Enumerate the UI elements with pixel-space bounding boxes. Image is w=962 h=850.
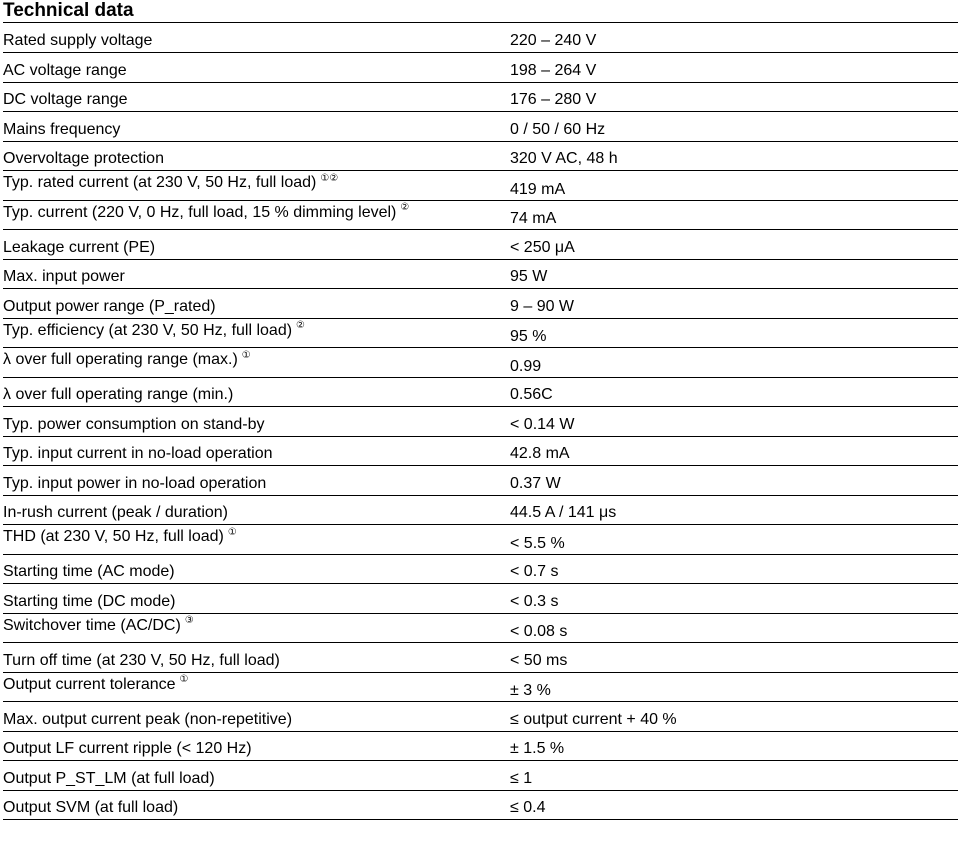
parameter-cell [3,171,510,201]
value-cell: 0.99 [510,348,958,378]
table-row [3,171,958,201]
footnote-marker: ② [400,202,410,214]
table-row [3,613,958,643]
parameter-label: Output SVM (at full load) [3,799,179,816]
value-cell: 0.37 W [510,466,958,496]
value-cell: < 0.3 s [510,584,958,614]
table-row [3,112,958,142]
table-row [3,672,958,702]
parameter-cell [3,407,510,437]
parameter-label: Typ. power consumption on stand-by [3,415,265,433]
parameter-cell [3,731,510,761]
table-row [3,495,958,525]
parameter-label: Leakage current (PE) [3,238,156,256]
value-cell: 0 / 50 / 60 Hz [510,112,958,142]
value-cell: 95 % [510,318,958,348]
value-cell: ≤ output current + 40 % [510,702,958,732]
parameter-label: Overvoltage protection [3,150,164,167]
parameter-cell [3,259,510,289]
parameter-label: DC voltage range [3,91,128,108]
footnote-marker: ① [241,349,251,361]
section-title: Technical data [3,0,134,21]
parameter-cell [3,790,510,820]
technical-data-table [3,23,958,820]
parameter-label: Max. input power [3,268,125,285]
table-row [3,318,958,348]
table-row [3,348,958,378]
parameter-label: Typ. efficiency (at 230 V, 50 Hz, full load) [3,321,293,339]
table-row [3,731,958,761]
parameter-label: AC voltage range [3,61,127,79]
parameter-cell [3,643,510,673]
value-cell: < 0.08 s [510,613,958,643]
value-cell: 9 – 90 W [510,289,958,319]
parameter-label: Output power range (P_rated) [3,297,216,315]
parameter-label: Output current tolerance [3,675,176,693]
table-row [3,230,958,260]
table-row [3,525,958,555]
footnote-marker: ② [296,320,306,332]
parameter-cell [3,230,510,260]
parameter-label: Typ. rated current (at 230 V, 50 Hz, full load) [3,174,317,191]
value-cell: < 5.5 % [510,525,958,555]
parameter-cell [3,53,510,83]
table-row [3,141,958,171]
parameter-label: Typ. input current in no-load operation [3,445,273,462]
value-cell: 176 – 280 V [510,82,958,112]
table-row [3,702,958,732]
parameter-cell [3,495,510,525]
parameter-cell [3,289,510,319]
table-row [3,259,958,289]
parameter-cell [3,761,510,791]
value-cell: < 0.14 W [510,407,958,437]
footnote-marker: ① [179,674,189,686]
table-row [3,436,958,466]
parameter-label: Starting time (DC mode) [3,592,176,610]
parameter-label: In-rush current (peak / duration) [3,504,228,521]
value-cell: < 0.7 s [510,554,958,584]
parameter-label: λ over full operating range (max.) [3,351,238,368]
table-row [3,377,958,407]
parameter-cell [3,466,510,496]
table-row [3,82,958,112]
value-cell: 419 mA [510,171,958,201]
parameter-cell [3,141,510,171]
footnote-marker: ①② [320,172,339,184]
parameter-label: Mains frequency [3,120,121,138]
parameter-cell [3,436,510,466]
value-cell: < 50 ms [510,643,958,673]
value-cell: ≤ 1 [510,761,958,791]
parameter-cell [3,554,510,584]
table-row [3,790,958,820]
parameter-label: Typ. input power in no-load operation [3,474,267,492]
parameter-label: Rated supply voltage [3,32,153,49]
value-cell: ± 3 % [510,672,958,702]
parameter-cell [3,82,510,112]
table-row [3,584,958,614]
table-row [3,407,958,437]
table-row [3,643,958,673]
table-row [3,761,958,791]
parameter-cell [3,584,510,614]
parameter-label: Turn off time (at 230 V, 50 Hz, full load) [3,651,280,669]
table-row [3,200,958,230]
parameter-label: THD (at 230 V, 50 Hz, full load) [3,528,224,545]
value-cell: 42.8 mA [510,436,958,466]
value-cell: 44.5 A / 141 μs [510,495,958,525]
parameter-label: Output P_ST_LM (at full load) [3,769,215,787]
parameter-label: Switchover time (AC/DC) [3,616,181,634]
value-cell: ≤ 0.4 [510,790,958,820]
value-cell: 198 – 264 V [510,53,958,83]
parameter-cell [3,318,510,348]
parameter-cell [3,200,510,230]
value-cell: 74 mA [510,200,958,230]
value-cell: < 250 μA [510,230,958,260]
parameter-cell [3,702,510,732]
footnote-marker: ① [227,526,237,538]
parameter-cell [3,377,510,407]
value-cell: 320 V AC, 48 h [510,141,958,171]
value-cell: 95 W [510,259,958,289]
value-cell: 220 – 240 V [510,23,958,53]
parameter-cell [3,672,510,702]
table-row [3,289,958,319]
parameter-label: Output LF current ripple (< 120 Hz) [3,740,252,757]
parameter-cell [3,613,510,643]
value-cell: ± 1.5 % [510,731,958,761]
table-row [3,53,958,83]
parameter-cell [3,525,510,555]
footnote-marker: ③ [184,615,194,627]
parameter-cell [3,112,510,142]
parameter-label: Max. output current peak (non-repetitive) [3,710,293,728]
value-cell: 0.56C [510,377,958,407]
parameter-label: λ over full operating range (min.) [3,386,234,403]
parameter-label: Starting time (AC mode) [3,563,175,580]
table-row [3,554,958,584]
parameter-label: Typ. current (220 V, 0 Hz, full load, 15 % dimming level) [3,203,397,221]
parameter-cell [3,23,510,53]
table-row [3,23,958,53]
table-row [3,466,958,496]
parameter-cell [3,348,510,378]
